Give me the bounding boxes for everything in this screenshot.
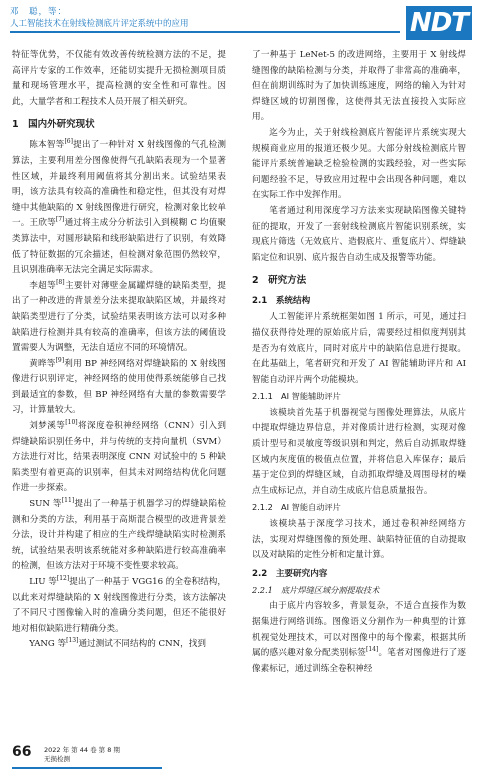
paragraph-summary: 迄今为止，关于射线检测底片智能评片系统实现大规模商业应用的报道还极少见。大部分射线检测底片智能评片系统普遍缺乏检验检测的实践经验，对一些实际问题经验不足，导致应用过程中会出现各种问题，难以在实际工作中发挥作用。 (252, 127, 466, 201)
citation: [9] (55, 356, 65, 364)
paragraph-intro: 特征等优势，不仅能有效改善传统检测方法的不足，提高评片专家的工作效率，还能切实提升无损检测项目质量和现场管理水平，提高检测的安全性和可靠性。因此，大量学者和工程技术人员开展了相关研究。 (12, 50, 226, 107)
text-run: SUN 等 (29, 499, 62, 510)
paragraph-system-structure: 人工智能评片系统框架如图 1 所示，可见，通过扫描仪获得待处理的原始底片后，需要经过相似度判别其是否为有效底片，同时对底片中的缺陷信息进行提取。在此基础上，笔者研究和开发了 AI 智能辅助评片和 AI 智能自动评片两个功能模块。 (252, 312, 466, 385)
subsubsection-heading-2-1-1: 2.1.1 AI 智能辅助评片 (252, 391, 341, 402)
section-heading-2: 2 研究方法 (252, 275, 307, 287)
text-run: 将深度卷积神经网络（CNN）引入到焊缝缺陷识别任务中，并与传统的支持向量机（SVM）方法进行对比，结果表明深度 CNN 对试验中的 5 种缺陷类型有着更高的识别率，但其未对网络结构优化问题作进一步探索。 (12, 421, 226, 494)
running-header (0, 0, 480, 50)
paragraph-continued: 了一种基于 LeNet-5 的改进网络，主要用于 X 射线焊缝图像的缺陷检测与分类，并取得了非常高的准确率，但在前期训练时为了加快训练速度，网络的输入为针对焊缝区域的切割图像，这使得其无法直接投入实际应用。 (252, 50, 466, 123)
text-run: 由于底片内容较多，背景复杂，不适合直接作为数据集进行网络训练。图像语义分割作为一种典型的计算机视觉处理技术，可以对图像中的每个像素，根据其所属的感兴趣对象分配类别标签 (252, 601, 466, 659)
text-run: LIU 等 (29, 577, 57, 587)
text-run: 。笔者对图像进行了逐像素标记，通过训练全卷积神经 (252, 648, 466, 674)
left-column (12, 48, 226, 653)
citation: [12] (56, 575, 70, 583)
header-authors: 邓 聪，等： (10, 7, 68, 17)
footer-journal: 无损检测 (44, 755, 70, 763)
journal-logo: NDT (406, 6, 472, 40)
paragraph-chen (12, 138, 226, 278)
right-column (252, 48, 466, 677)
text-run: YANG 等 (29, 639, 67, 650)
paragraph-sun (12, 497, 226, 575)
citation: [10] (65, 419, 78, 427)
text-run: 利用 BP 神经网络对焊缝缺陷的 X 射线图像进行识别评定，神经网络的使用使得系统能够自己找到最适宜的参数，但 BP 神经网络有大量的参数需要学习，计算量较大。 (12, 358, 226, 416)
footer-issue: 2022 年 第 44 卷 第 8 期 (44, 746, 120, 754)
citation: [6] (64, 138, 73, 146)
text-run: 提出了一种基于机器学习的焊缝缺陷检测和分类的方法，利用基于高斯混合模型的改进背景差分法，设计并构建了相应的生产线焊缝缺陷实时检测系统，试验结果表明该系统能对多种缺陷进行较高准确率的检测，但该方法对于环境不变性要求较高。 (12, 499, 226, 572)
text-run: 黄晔等 (29, 358, 56, 369)
text-run: 李超等 (29, 280, 57, 291)
paragraph-author-work: 笔者通过利用深度学习方法来实现缺陷图像关键特征的提取，开发了一套射线检测底片智能识别系统，实现底片筛选（无效底片、造假底片、重复底片）、焊缝缺陷定位和识别、底片报告自动生成及报警等功能。 (252, 205, 466, 263)
subsection-heading-2-2: 2.2 主要研究内容 (252, 568, 328, 579)
text-run: 提出了一种基于 VGG16 的全卷积结构，以此来对焊缝缺陷的 X 射线图像进行分类，该方法解决了不同尺寸图像输入时的准确分类问题，但还不能很好地对相似缺陷进行精确分类。 (12, 577, 226, 634)
text-run: 刘梦溪等 (29, 421, 66, 432)
paragraph-liu-mengxi (12, 419, 226, 497)
header-rule (10, 31, 400, 33)
paragraph-assisted-review: 该模块首先基于机器视觉与图像处理算法，从底片中提取焊缝边界信息，并对像质计进行检测，实现对像质计型号和灵敏度等级识别和判定，然后自动抓取焊缝区域内灰度值的极值点位置，并将信息入库保存；最后基于定位到的焊缝区域，自动抓取焊缝及周围母材的噪点生成标记点，并自动生成底片信息质量报告。 (252, 407, 466, 496)
paragraph-liu (12, 575, 226, 637)
paragraph-segmentation (252, 599, 466, 677)
footer-rule (12, 767, 162, 769)
subsection-heading-2-1: 2.1 系统结构 (252, 296, 311, 307)
text-run: 通过测试不同结构的 CNN，找到 (78, 639, 206, 650)
header-title: 人工智能技术在射线检测底片评定系统中的应用 (10, 19, 189, 29)
text-run: 通过将主成分分析法引入到模糊 C 均值聚类算法中，对圆形缺陷和线形缺陷进行了识别，有效降低了特征数据的冗余描述，但检测对象范围仍然较窄，且识别准确率无法完全满足实际需求。 (12, 218, 226, 276)
paragraph-huang (12, 357, 226, 419)
subsubsection-heading-2-1-2: 2.1.2 AI 智能自动评片 (252, 502, 341, 513)
paragraph-li (12, 279, 226, 357)
citation: [7] (55, 216, 65, 224)
citation: [14] (365, 646, 379, 654)
citation: [11] (61, 497, 75, 505)
citation: [8] (56, 278, 65, 286)
footer-meta (44, 746, 120, 764)
text-run: 主要针对薄壁金属罐焊缝的缺陷类型，提出了一种改进的背景差分法来提取缺陷区域，并最终对缺陷类型进行了分类，试验结果表明该方法可以对多种缺陷进行检测并具有较高的准确率，但该方法的阈值设置需要人为调整，无法自适应不同的环境情况。 (12, 280, 226, 354)
paragraph-auto-review: 该模块基于深度学习技术，通过卷积神经网络方法，实现对焊缝图像的预处理、缺陷特征值的自动提取以及对缺陷的定性分析和定量计算。 (252, 519, 466, 561)
text-run: 陈本智等 (29, 140, 65, 151)
page-number: 66 (12, 744, 32, 760)
citation: [13] (66, 637, 79, 645)
section-heading-1: 1 国内外研究现状 (12, 119, 95, 131)
text-run: 提出了一种针对 X 射线图像的气孔检测算法，主要利用差分图像使得气孔缺陷表现为一个显著性区域，并最终利用阈值将其分割出来。试验结果表明，该方法具有较高的准确性和稳定性，但其没有对焊缝中其他缺陷的 X 射线图像进行研究，检测对象比较单一。王欣等 (12, 140, 226, 229)
paragraph-yang (12, 637, 226, 653)
subsubsection-heading-2-2-1: 2.2.1 底片焊缝区域分割提取技术 (252, 584, 380, 595)
